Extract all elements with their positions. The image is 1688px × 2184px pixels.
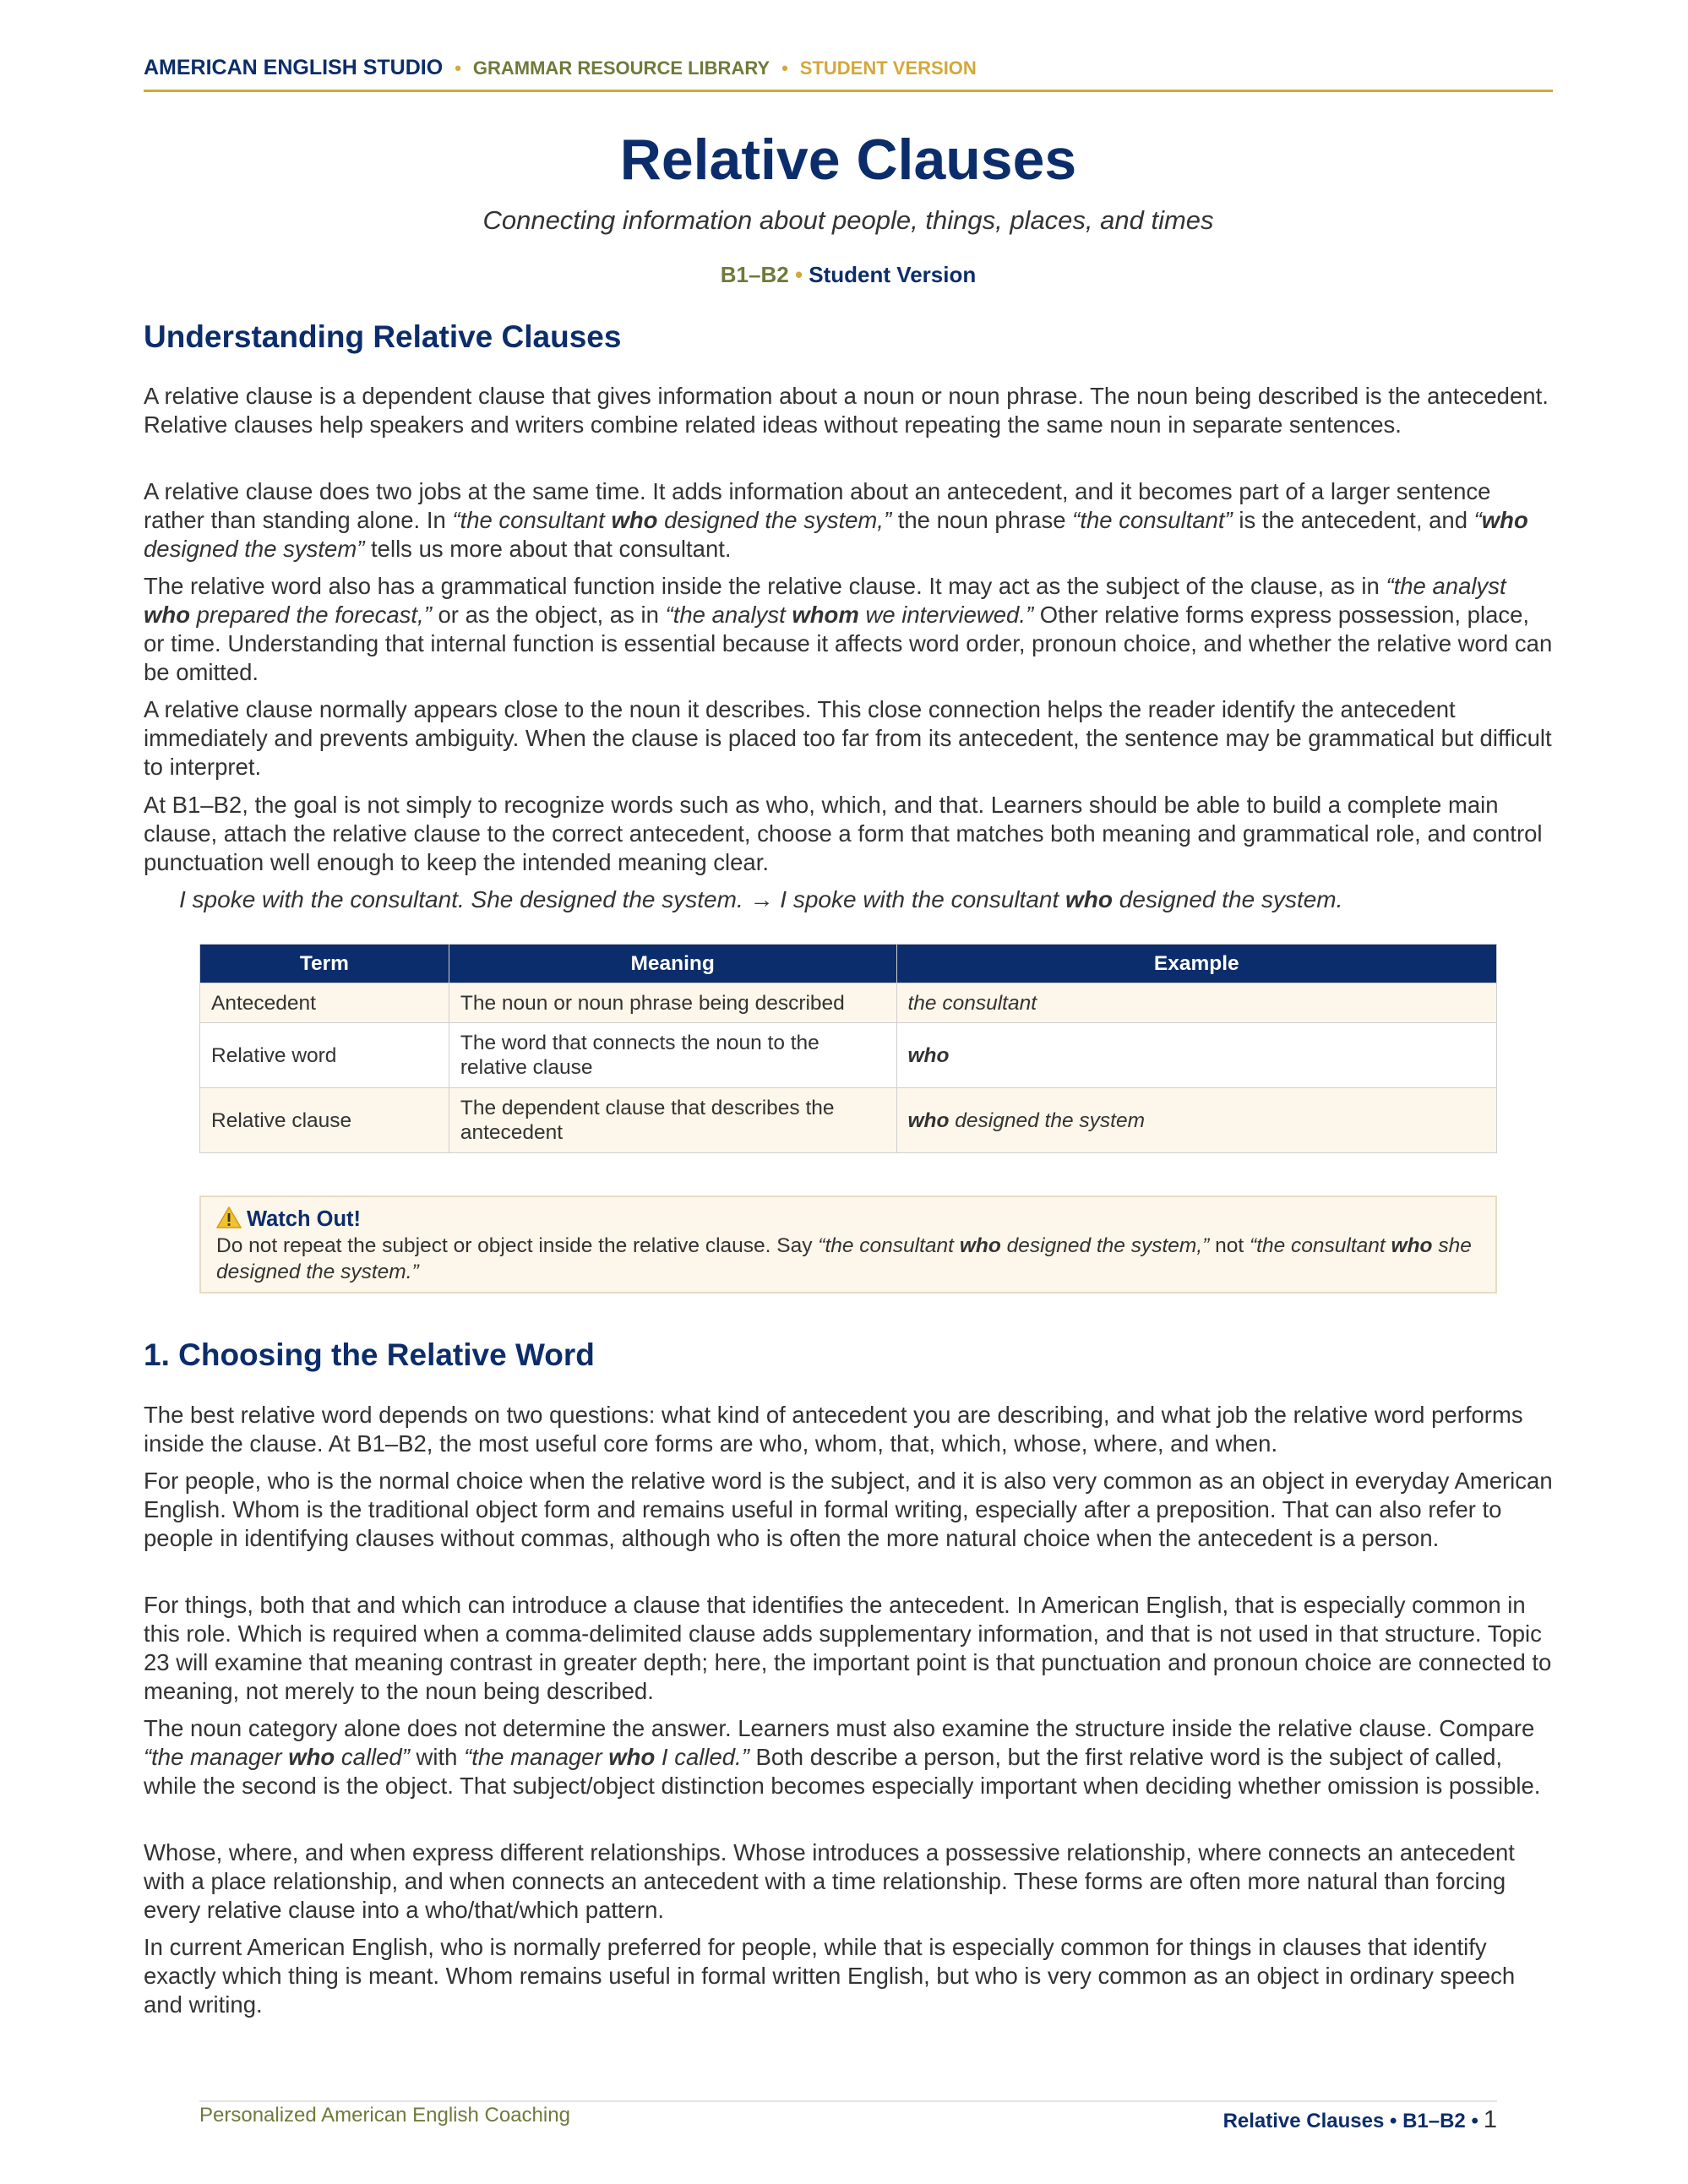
table-row: [200, 983, 1497, 1023]
level-label: Student Version: [809, 262, 977, 287]
paragraph: For people, who is the normal choice when the relative word is the subject, and it is also very common as an object in everyday American English. Whom is the traditional object form and remains useful in formal writing, especially after a preposition. That can also refer to people in identifying clauses without commas, although who is often the more natural choice when the antecedent is a person.: [144, 1468, 1553, 1551]
term-cell: Antecedent: [200, 983, 449, 1023]
brand-name: AMERICAN ENGLISH STUDIO: [144, 56, 444, 79]
paragraph: The relative word also has a grammatical function inside the relative clause. It may act as the subject of the clause, as in “the analyst who prepared the forecast,” or as the object, as in “the analyst whom we interviewed.” Other relative forms express possession, place, or time. Understanding that internal function is essential because it affects word order, pronoun choice, and whether the relative word can be omitted.: [144, 573, 1553, 685]
level-code: B1–B2: [720, 262, 789, 287]
table-header-meaning: Meaning: [449, 945, 896, 983]
arrow-icon: →: [749, 886, 774, 912]
warning-icon: [216, 1206, 242, 1229]
example-cell: the consultant: [896, 983, 1497, 1023]
watch-out-text: Do not repeat the subject or object inside the relative clause. Say “the consultant who designed the system,” not “the consultant who she designed the system.”: [216, 1234, 1472, 1283]
table-header-term: Term: [200, 945, 449, 983]
paragraph: At B1–B2, the goal is not simply to recognize words such as who, which, and that. Learners should be able to build a complete main clause, attach the relative clause to the correct antecedent, choose a form that matches both meaning and grammatical role, and control punctuation well enough to keep the intended meaning clear.: [144, 792, 1543, 875]
watch-out-title-line: [216, 1206, 1480, 1233]
example-sentence: I spoke with the consultant. She designed the system. → I spoke with the consultant who designed the system.: [179, 886, 1343, 912]
watch-out-title: Watch Out!: [247, 1207, 362, 1231]
section-heading-understanding: Understanding Relative Clauses: [144, 319, 622, 354]
meaning-cell: The noun or noun phrase being described: [449, 983, 896, 1023]
page-number: 1: [1483, 2106, 1497, 2133]
header-separator: •: [455, 57, 461, 79]
meaning-cell: The dependent clause that describes the antecedent: [449, 1088, 896, 1153]
page-subtitle: Connecting information about people, things, places, and times: [482, 205, 1214, 235]
library-name: GRAMMAR RESOURCE LIBRARY: [472, 57, 770, 79]
example-cell: who: [896, 1023, 1497, 1088]
term-cell: Relative word: [200, 1023, 449, 1088]
paragraph: The best relative word depends on two questions: what kind of antecedent you are describing, and what job the relative word performs inside the clause. At B1–B2, the most useful core forms are who, whom, that, which, whose, where, and when.: [144, 1402, 1523, 1457]
footer-tagline: Personalized American English Coaching: [199, 2104, 570, 2127]
paragraph: For things, both that and which can introduce a clause that identifies the antecedent. In American English, that is especially common in this role. Which is required when a comma-delimited clause adds supplementary information, and that is not used in that structure. Topic 23 will examine that meaning contrast in greater depth; here, the important point is that punctuation and pronoun choice are connected to meaning, not merely to the noun being described.: [144, 1592, 1552, 1704]
level-separator: •: [794, 262, 803, 287]
example-cell: who designed the system: [896, 1088, 1497, 1153]
footer-divider: [199, 2100, 1497, 2102]
watch-out-box: [199, 1195, 1497, 1294]
footer-title: Relative Clauses • B1–B2 •: [1222, 2110, 1478, 2132]
header-separator: •: [781, 57, 788, 79]
meaning-cell: The word that connects the noun to the relative clause: [449, 1023, 896, 1088]
paragraph: The noun category alone does not determine the answer. Learners must also examine the structure inside the relative clause. Compare “the manager who called” with “the manager who I called.” Both describe a person, but the first relative word is the subject of called, while the second is the object. That subject/object distinction becomes especially important when deciding whether omission is possible.: [144, 1715, 1541, 1799]
footer-page-info: [1223, 2106, 1497, 2134]
table-row: [200, 1088, 1497, 1153]
paragraph: In current American English, who is normally preferred for people, while that is especially common for things in clauses that identify exactly which thing is meant. Whom remains useful in formal written English, but who is very common as an object in ordinary speech and writing.: [144, 1934, 1516, 2018]
term-cell: Relative clause: [200, 1088, 449, 1153]
paragraph: A relative clause does two jobs at the same time. It adds information about an antecedent, and it becomes part of a larger sentence rather than standing alone. In “the consultant who designed the system,” the noun phrase “the consultant” is the antecedent, and “who designed the system” tells us more about that consultant.: [144, 478, 1528, 562]
table-row: [200, 1023, 1497, 1088]
section-heading-choosing: 1. Choosing the Relative Word: [144, 1337, 595, 1372]
table-header-example: Example: [896, 945, 1497, 983]
paragraph: A relative clause is a dependent clause that gives information about a noun or noun phrase. The noun being described is the antecedent. Relative clauses help speakers and writers combine related ideas without repeating the same noun in separate sentences.: [144, 383, 1549, 438]
terms-table: [199, 944, 1497, 1153]
top-header-bar: [144, 56, 1553, 92]
paragraph: Whose, where, and when express different relationships. Whose introduces a possessive relationship, where connects an antecedent with a place relationship, and when connects an antecedent with a time relationship. These forms are often more natural than forcing every relative clause into a who/that/which pattern.: [144, 1839, 1515, 1923]
page-title: Relative Clauses: [619, 128, 1077, 192]
version-label: STUDENT VERSION: [799, 57, 977, 79]
paragraph: A relative clause normally appears close to the noun it describes. This close connection helps the reader identify the antecedent immediately and prevents ambiguity. When the clause is placed too far from its antecedent, the sentence may be grammatical but difficult to interpret.: [144, 696, 1552, 780]
level-line: [144, 262, 1553, 288]
